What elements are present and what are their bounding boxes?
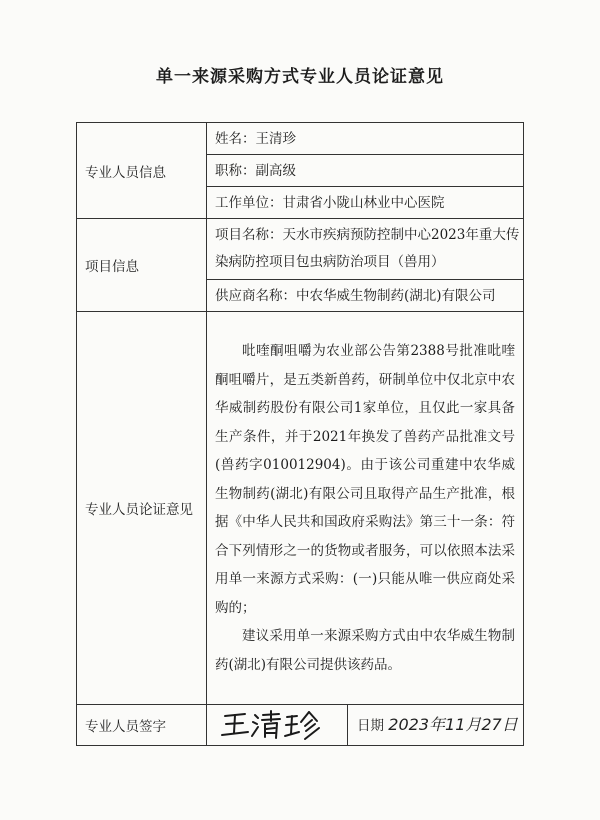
opinion-text [207, 312, 524, 705]
date-label: 日期 [357, 718, 384, 734]
project-info-label: 项目信息 [77, 219, 207, 312]
supplier-name: 供应商名称：中农华威生物制药(湖北)有限公司 [207, 280, 524, 312]
signature-label: 专业人员签字 [77, 705, 207, 746]
opinion-paragraph-1: 吡喹酮咀嚼为农业部公告第2388号批准吡喹酮咀嚼片，是五类新兽药，研制单位中仅北京中农华威制药股份有限公司1家单位，且仅此一家具备生产条件，并于2021年换发了兽药产品批准文号(兽药字010012904)。由于该公司重建中农华威生物制药(湖北)有限公司且取得产品生产批准，根据《中华人民共和国政府采购法》第三十一条：符合下列情形之一的货物或者服务，可以依照本法采用单一来源方式采购：(一)只能从唯一供应商处采购的； [215, 343, 515, 616]
date-value: 2023年11月27日 [388, 715, 518, 734]
opinion-paragraph-2: 建议采用单一来源采购方式由中农华威生物制药(湖北)有限公司提供该药品。 [215, 628, 515, 673]
signature-divider [347, 705, 348, 745]
expert-title: 职称：副高级 [207, 155, 524, 187]
document-title: 单一来源采购方式专业人员论证意见 [156, 67, 444, 87]
signature-image [217, 707, 337, 743]
project-name: 项目名称：天水市疾病预防控制中心2023年重大传染病防控项目包虫病防治项目（兽用） [207, 219, 524, 280]
form-table [76, 122, 524, 746]
opinion-label: 专业人员论证意见 [77, 312, 207, 705]
signature-cell [207, 705, 524, 746]
expert-name: 姓名：王清珍 [207, 123, 524, 155]
date-area [357, 716, 518, 735]
expert-info-label: 专业人员信息 [77, 123, 207, 219]
handwritten-signature [217, 707, 337, 743]
expert-unit: 工作单位：甘肃省小陇山林业中心医院 [207, 187, 524, 219]
